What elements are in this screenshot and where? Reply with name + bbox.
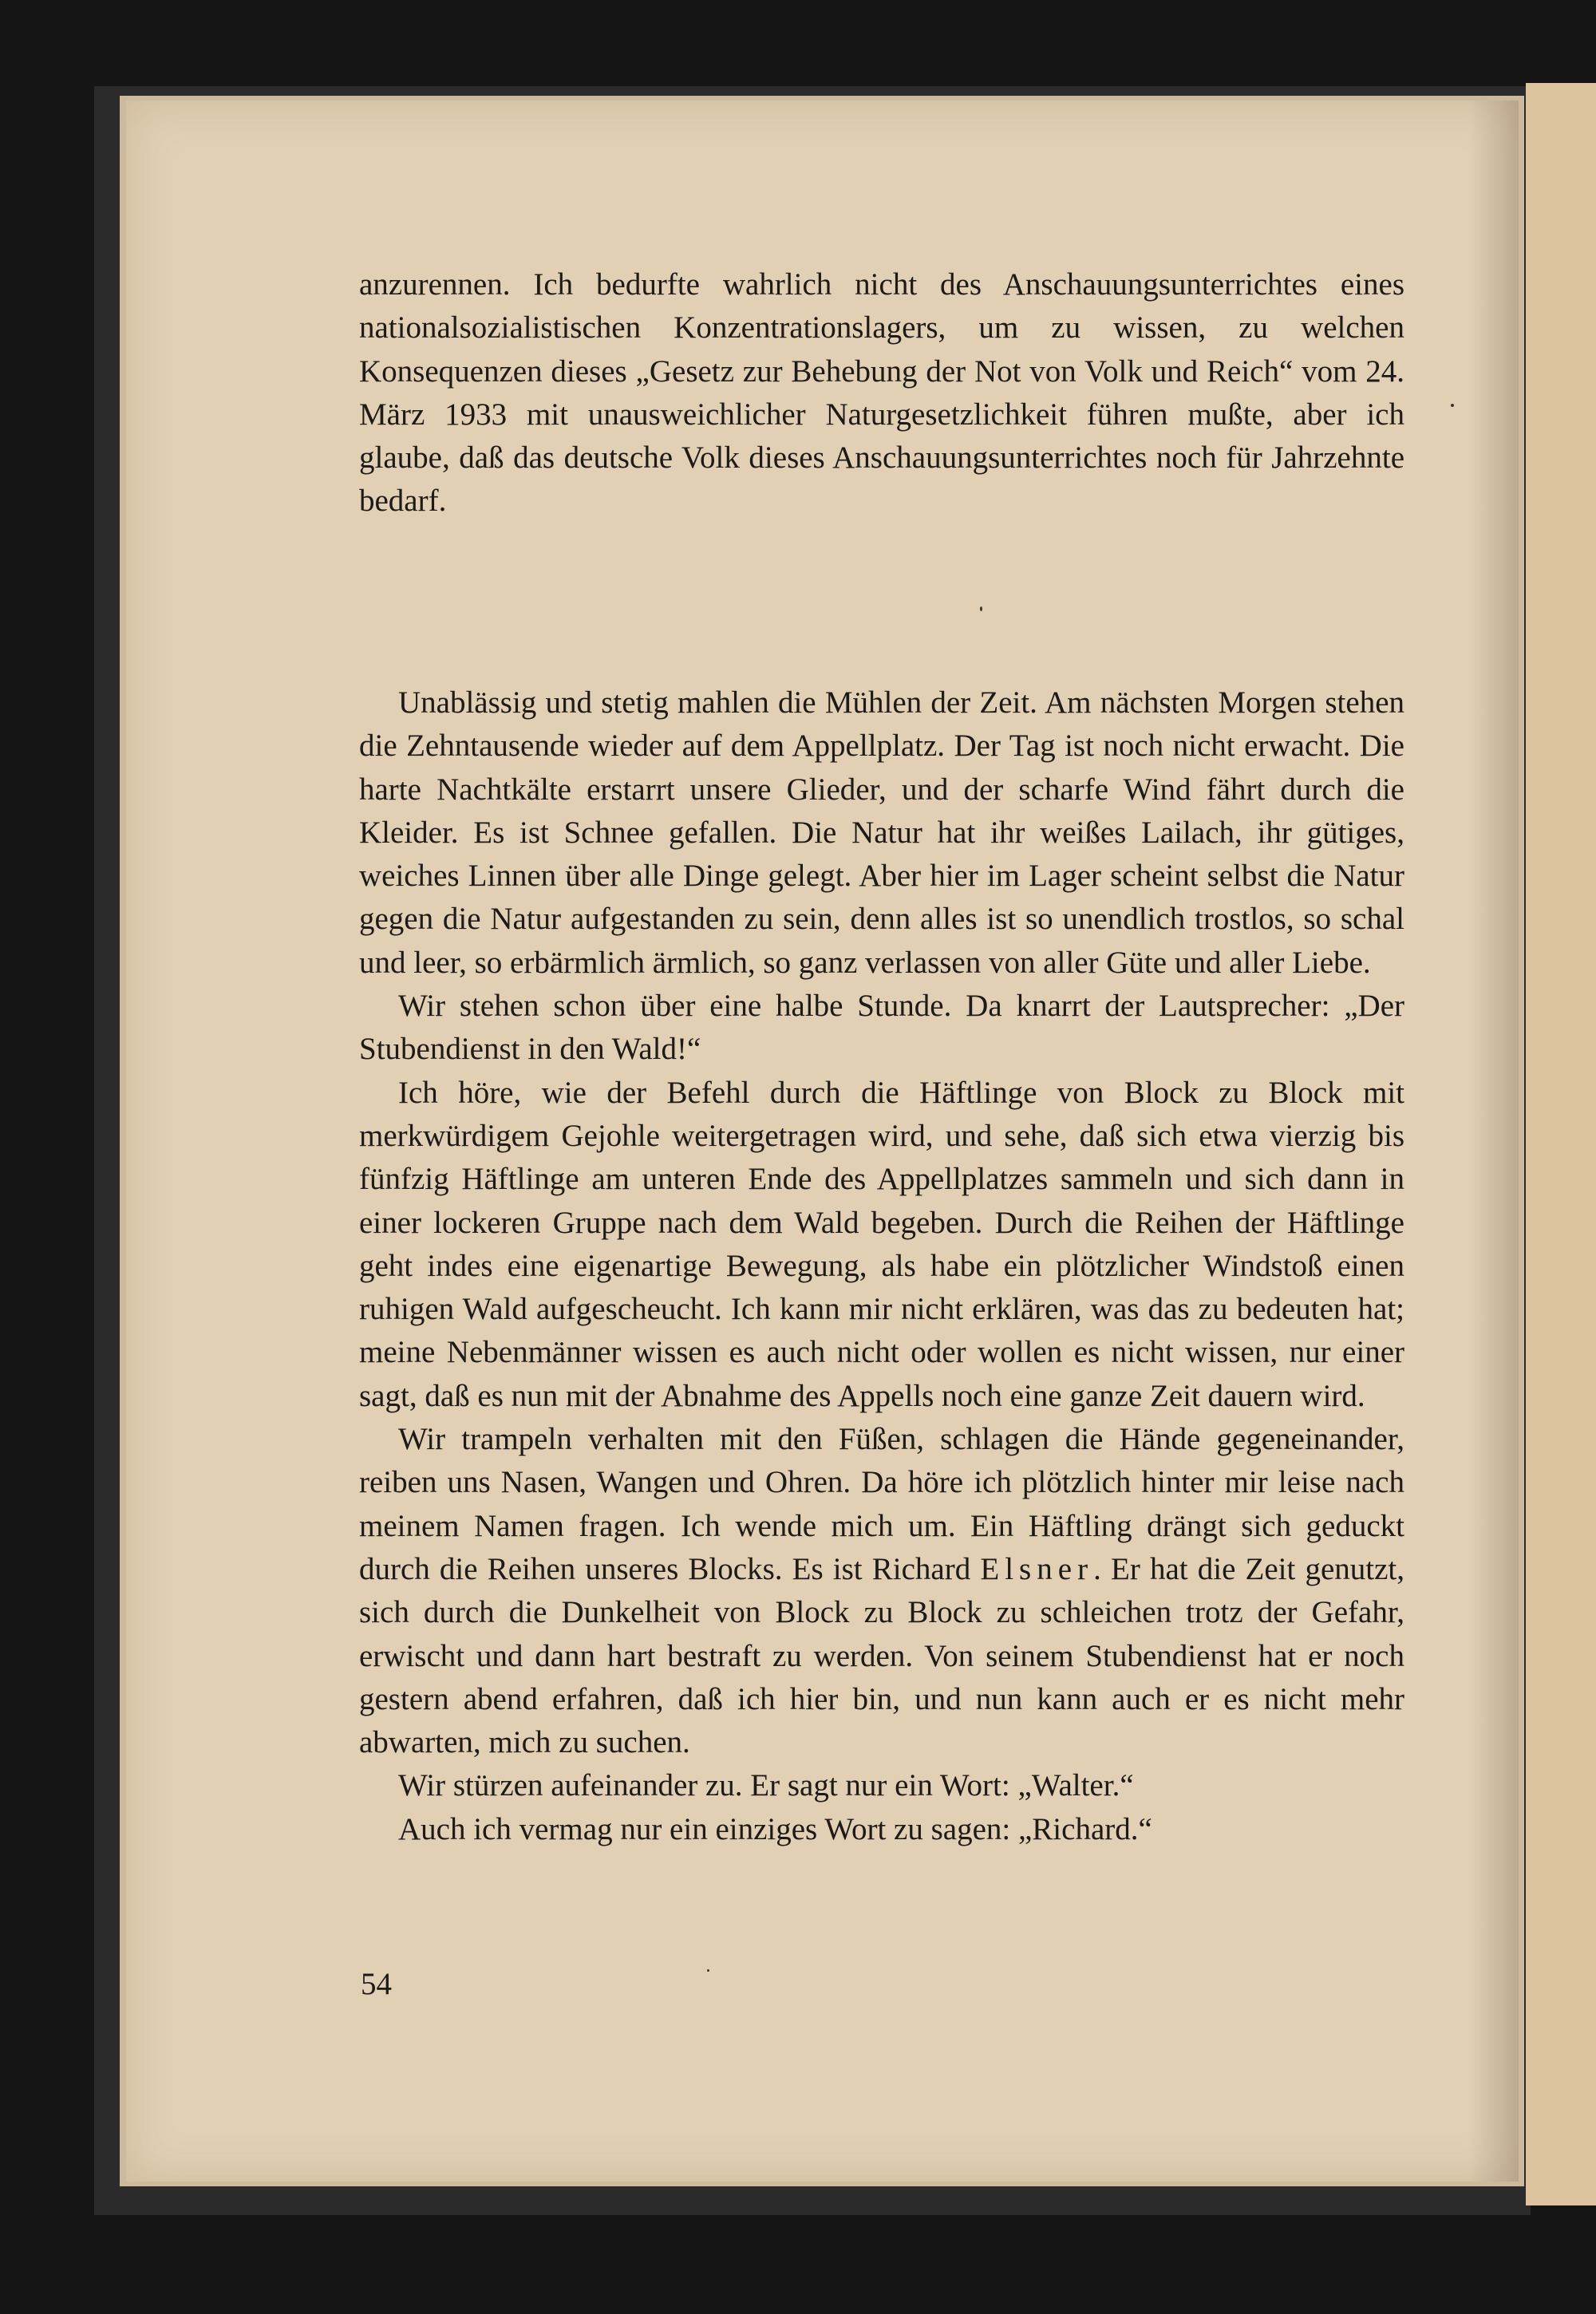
- page-number: 54: [361, 1967, 392, 2001]
- paragraph-3: Wir stehen schon über eine halbe Stunde. Da knarrt der Lautsprecher: „Der Stubendienst in den Wald!“: [359, 989, 1404, 1067]
- paragraph-1: anzurennen. Ich bedurfte wahrlich nicht des Anschauungsunterrichtes eines nationalsozialistischen Konzentrationslagers, um zu wissen, zu welchen Konsequenzen dieses „Gesetz zur Behebung der Not von Volk und Reich“ vom 24. März 1933 mit unausweichlicher Naturgesetzlichkeit führen mußte, aber ich glaube, daß das deutsche Volk dieses Anschauungsunterrichtes noch für Jahrzehnte bedarf.: [359, 267, 1404, 519]
- paragraph-2: Unablässig und stetig mahlen die Mühlen der Zeit. Am nächsten Morgen stehen die Zehntausende wieder auf dem Appellplatz. Der Tag ist noch nicht erwacht. Die harte Nachtkälte erstarrt unsere Glieder, und der scharfe Wind fährt durch die Kleider. Es ist Schnee gefallen. Die Natur hat ihr weißes Lailach, ihr gütiges, weiches Linnen über alle Dinge gelegt. Aber hier im Lager scheint selbst die Natur gegen die Natur aufgestanden zu sein, denn alles ist so unendlich trostlos, so schal und leer, so erbärmlich ärmlich, so ganz verlassen von aller Güte und aller Liebe.: [359, 685, 1404, 980]
- paragraph-5-end: . Er hat die Zeit genutzt, sich durch die Dunkelheit von Block zu Block zu schleichen trotz der Gefahr, erwischt und dann hart bestraft zu werden. Von seinem Stubendienst hat er noch gestern abend erfahren, daß ich hier bin, und nun kann auch er es nicht mehr abwarten, mich zu suchen.: [359, 1551, 1404, 1760]
- paragraph-4: Ich höre, wie der Befehl durch die Häftlinge von Block zu Block mit merkwürdigem Gejohle weitergetragen wird, und sehe, daß sich etwa vierzig bis fünfzig Häftlinge am unteren Ende des Appellplatzes sammeln und sich dann in einer lockeren Gruppe nach dem Wald begeben. Durch die Reihen der Häftlinge geht indes eine eigenartige Bewegung, als habe ein plötzlicher Windstoß einen ruhigen Wald aufgescheucht. Ich kann mir nicht erklären, was das zu bedeuten hat; meine Nebenmänner wissen es auch nicht oder wollen es nicht wissen, nur einer sagt, daß es nun mit der Abnahme des Appells noch eine ganze Zeit dauern wird.: [359, 1075, 1404, 1413]
- gutter-shadow: [1468, 101, 1519, 2182]
- paragraph-6: Wir stürzen aufeinander zu. Er sagt nur ein Wort: „Walter.“: [398, 1768, 1134, 1803]
- page-text-main: [359, 681, 1404, 1851]
- paper-speck: [980, 606, 982, 611]
- page-text-top: [359, 263, 1404, 523]
- paragraph-5-start: Wir trampeln verhalten mit den Füßen, schlagen die Hände gegeneinander, reiben uns Nasen, Wangen und Ohren. Da höre ich plötzlich hinter mir leise nach meinem Namen fragen. Ich wende mich um. Ein Häftling drängt sich geduckt durch die Reihen unseres Blocks. Es ist Richard: [359, 1422, 1404, 1586]
- paper-speck: [1451, 404, 1454, 407]
- spaced-name-elsner: Elsner: [980, 1551, 1094, 1586]
- adjacent-page-edge: [1526, 83, 1596, 2205]
- paragraph-5: [359, 1418, 1404, 1764]
- paragraph-7: Auch ich vermag nur ein einziges Wort zu sagen: „Richard.“: [398, 1811, 1152, 1846]
- paper-speck: [707, 1969, 709, 1972]
